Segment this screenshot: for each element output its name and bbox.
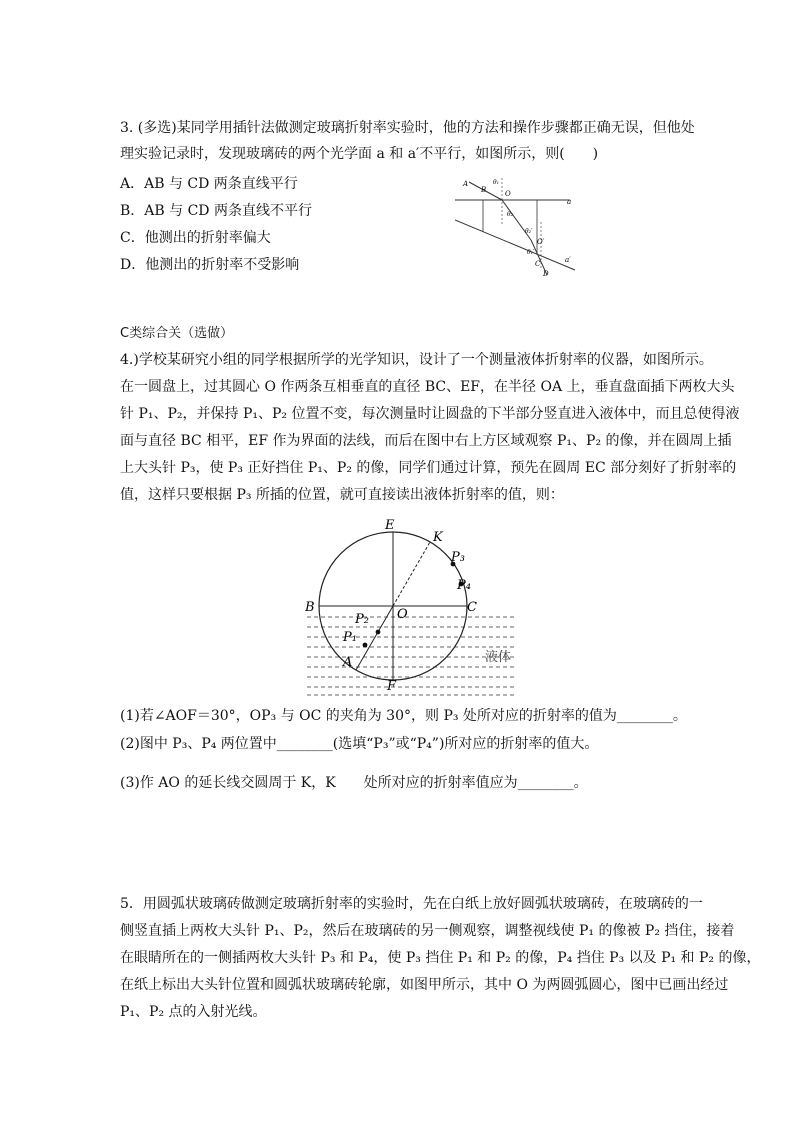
- fig4-label-p4: P₄: [457, 578, 471, 593]
- question-5-line-2: 侧竖直插上两枚大头针 P₁、P₂，然后在玻璃砖的另一侧观察，调整视线使 P₁ 的像被 P₂ 挡住，接着: [120, 923, 735, 939]
- fig3-label-c: C: [535, 260, 541, 268]
- question-3-line-1: 3. (多选)某同学用插针法做测定玻璃折射率实验时，他的方法和操作步骤都正确无误，但他处: [120, 120, 695, 136]
- option-a: A．AB 与 CD 两条直线平行: [120, 176, 298, 192]
- fig3-label-theta2-prime: θ₂′: [525, 228, 533, 235]
- glass-brick-figure: [455, 170, 585, 280]
- question-4-line-2: 在一圆盘上，过其圆心 O 作两条互相垂直的直径 BC、EF，在半径 OA 上，垂直盘面插下两枚大头: [120, 379, 735, 395]
- fig3-label-b: B: [481, 186, 487, 194]
- fig3-label-theta1-prime: θ₁′: [527, 249, 535, 256]
- question-3-line-2: 理实验记录时，发现玻璃砖的两个光学面 a 和 a′不平行，如图所示，则( ): [120, 146, 599, 162]
- fig3-label-o-prime: O′: [537, 238, 545, 246]
- option-c: C．他测出的折射率偏大: [120, 230, 271, 246]
- q4-sub-1: (1)若∠AOF＝30°，OP₃ 与 OC 的夹角为 30°，则 P₃ 处所对应的折射率的值为________。: [120, 708, 687, 724]
- option-d: D．他测出的折射率不受影响: [120, 257, 300, 273]
- fig4-label-f: F: [387, 679, 397, 694]
- fig4-label-p3: P₃: [451, 550, 465, 565]
- fig3-label-o: O: [505, 190, 511, 198]
- fig4-label-c: C: [467, 600, 477, 615]
- fig4-label-a: A: [343, 655, 353, 670]
- section-c-heading: C类综合关（选做）: [120, 326, 234, 341]
- question-4: [120, 350, 740, 520]
- question-3: [120, 118, 695, 278]
- fig3-label-a-prime: a′: [565, 256, 571, 264]
- fig4-label-p1: P₁: [343, 630, 357, 645]
- fig3-label-theta2: θ₂: [507, 211, 514, 218]
- fig4-label-o: O: [397, 607, 408, 622]
- fig3-label-theta1: θ₁: [493, 179, 500, 186]
- question-5-line-4: 在纸上标出大头针位置和圆弧状玻璃砖轮廓，如图甲所示，其中 O 为两圆弧圆心，图中已画出经过: [120, 977, 729, 993]
- fig4-label-p2: P₂: [355, 612, 369, 627]
- fig3-label-a-face: a: [567, 198, 572, 206]
- q4-sub-3: (3)作 AO 的延长线交圆周于 K，K 处所对应的折射率值应为________。: [120, 775, 588, 791]
- question-4-line-6: 值，这样只要根据 P₃ 所插的位置，就可直接读出液体折射率的值，则：: [120, 487, 564, 503]
- question-5-line-3: 在眼睛所在的一侧插两枚大头针 P₃ 和 P₄，使 P₃ 挡住 P₁ 和 P₂ 的像，P₄ 挡住 P₃ 以及 P₁ 和 P₂ 的像，: [120, 950, 761, 966]
- fig4-label-k: K: [433, 530, 443, 545]
- question-4-line-1: 4.)学校某研究小组的同学根据所学的光学知识，设计了一个测量液体折射率的仪器，如图所示。: [120, 352, 713, 368]
- question-5-line-5: P₁、P₂ 点的入射光线。: [120, 1004, 267, 1020]
- option-b: B．AB 与 CD 两条直线不平行: [120, 203, 312, 219]
- question-5-line-1: 5．用圆弧状玻璃砖做测定玻璃折射率的实验时，先在白纸上放好圆弧状玻璃砖，在玻璃砖的一: [120, 896, 703, 912]
- fig4-label-e: E: [385, 518, 395, 533]
- question-4-line-5: 上大头针 P₃，使 P₃ 正好挡住 P₁、P₂ 的像，同学们通过计算，预先在圆周 EC 部分刻好了折射率的: [120, 460, 737, 476]
- question-5: [120, 894, 761, 1034]
- circle-disk-figure: [305, 515, 520, 700]
- fig4-label-b: B: [305, 600, 315, 615]
- question-4-line-3: 针 P₁、P₂，并保持 P₁、P₂ 位置不变，每次测量时让圆盘的下半部分竖直进入液体中，而且总使得液: [120, 406, 740, 422]
- fig3-label-a: A: [463, 180, 469, 188]
- fig3-label-d: D: [543, 270, 549, 278]
- q4-sub-2: (2)图中 P₃、P₄ 两位置中________(选填“P₃”或“P₄”)所对应的折射率的值大。: [120, 736, 599, 752]
- fig4-label-liquid: 液体: [485, 650, 512, 665]
- question-4-line-4: 面与直径 BC 相平，EF 作为界面的法线，而后在图中右上方区域观察 P₁、P₂ 的像，并在圆周上插: [120, 433, 732, 449]
